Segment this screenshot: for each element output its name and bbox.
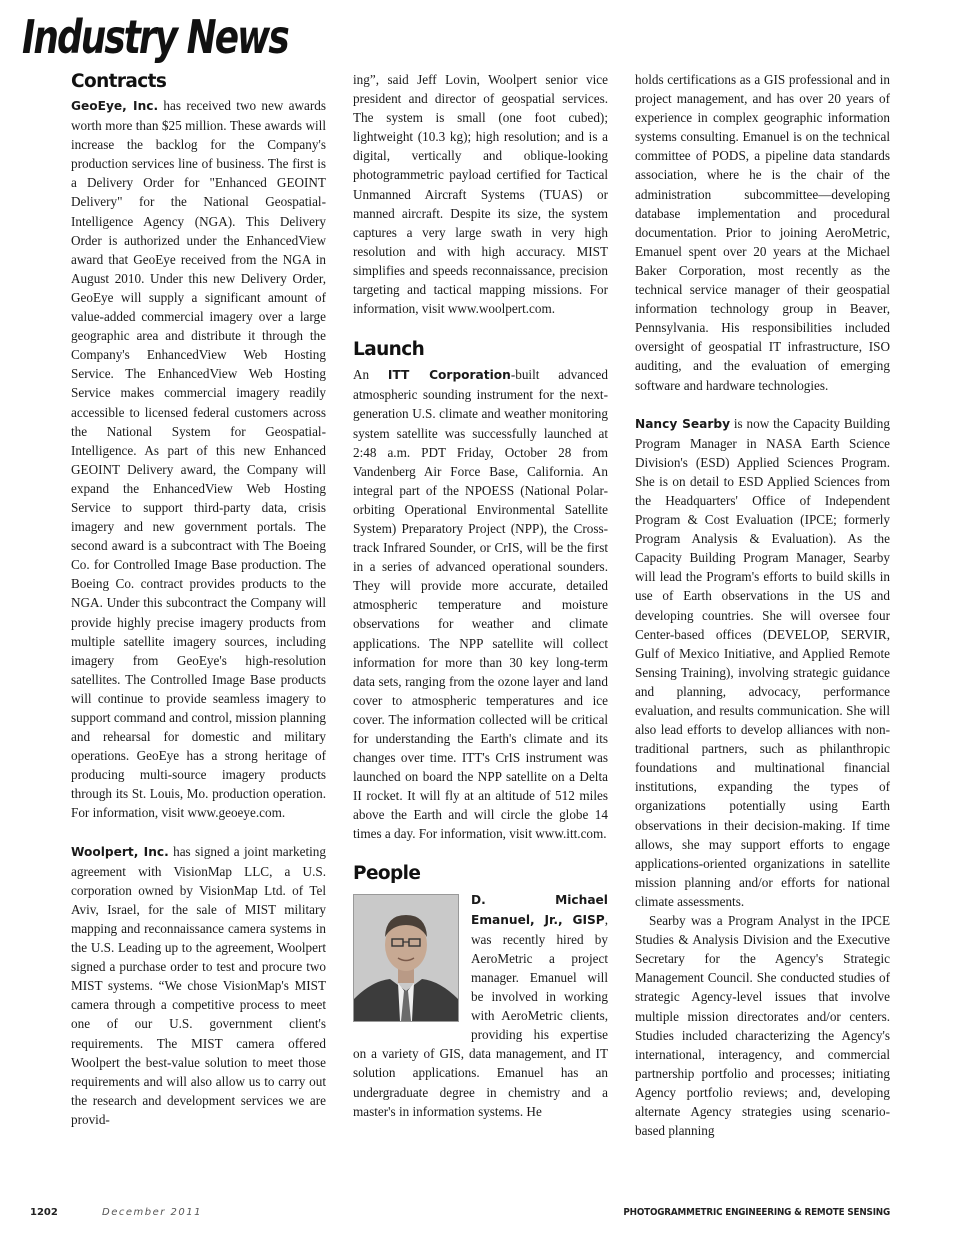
woolpert-paragraph: [71, 842, 326, 1129]
itt-intro: An: [353, 367, 388, 383]
paragraph-gap: [71, 823, 326, 842]
geoeye-paragraph: [71, 96, 326, 823]
itt-text: -built advanced atmospheric sounding instrument for the next-generation U.S. climate and weather monitoring system satellite was successfully launched at 2:48 a.m. PDT Friday, October 28 from Vandenberg Air Force Base, California. An integral part of the NPOESS (National Polar-orbiting Operational Environmental Satellite System) Preparatory Project (NPP), the Cross-track Infrared Sounder, or CrIS, will be the first in a series of advanced operational sounders. They will provide more accurate, detailed atmospheric temperature and moisture observations for weather and climate applications. The NPP satellite will collect information for more than 30 key long-term data sets, ranging from the ozone layer and land cover to atmospheric temperatures and ice cover. The information collected will be critical for understanding the Earth's climate and its changes over time. ITT's CrIS instrument was launched on board the NPP satellite on a Delta II rocket. It will fly at an altitude of 512 miles above the Earth and will circle the globe 14 times a day. For information, visit www.itt.com.: [353, 367, 608, 842]
emanuel-name: D. Michael Emanuel, Jr., GISP: [471, 892, 608, 927]
woolpert-paragraph-continued: ing”, said Jeff Lovin, Woolpert senior vice president and director of geospatial services. The system is small (one foot cubed); lightweight (10.3 kg); high resolution; and is a digital, vertically and oblique-looking photogrammetric payload certified for Tactical Unmanned Aircraft Systems (TUAS) or manned aircraft. Despite its size, the system captures a very large swath in very high resolution and with high accuracy. MIST simplifies and speeds reconnaissance, precision targeting and tactical mapping missions. For information, visit www.woolpert.com.: [353, 72, 608, 317]
geoeye-company-name: GeoEye, Inc.: [71, 99, 159, 113]
column-2: [353, 70, 608, 1121]
page-number: 1202: [30, 1207, 58, 1218]
people-heading: People: [353, 862, 421, 884]
contracts-heading: Contracts: [71, 71, 167, 92]
itt-paragraph: [353, 365, 608, 843]
emanuel-portrait-photo: [353, 894, 459, 1022]
journal-name: PHOTOGRAMMETRIC ENGINEERING & REMOTE SENSING: [623, 1207, 890, 1218]
emanuel-paragraph-continued: holds certifications as a GIS professional and in project management, and has over 20 years of experience in complex geographic information systems consulting. Emanuel is on the technical committee of PODS, a pipeline data standards association, where he is the chair of the administration subcommittee—developing database implementation and procedural documentation. Prior to joining AeroMetric, Emanuel spent over 20 years at the Michael Baker Corporation, most recently as the technical service manager of their geospatial information technology group in Beaver, Pennsylvania. His responsibilities included oversight of geospatial IT infrastructure, ISO auditing, and the evaluation of emerging software and hardware technologies.: [635, 72, 890, 393]
column-1: [71, 70, 326, 1129]
issue-date: December 2011: [102, 1207, 202, 1218]
searby-paragraph-2: Searby was a Program Analyst in the IPCE Studies & Analysis Division and the Executive Secretary for the Agency's Strategic Management Council. She conducted studies of strategic Agency-level issues that involve multiple mission directorates and/or centers. Studies included characterizing the Agency's international, interagency, and commercial partnership portfolio and processes; initiating Agency portfolio reviews; and, developing alternate Agency strategies using scenario-based planning: [635, 913, 890, 1139]
woolpert-text: has signed a joint marketing agreement with VisionMap LLC, a U.S. corporation owned by VisionMap Ltd. of Tel Aviv, Israel, for the sale of MIST military mapping and reconnaissance camera systems in the U.S. Leading up to the agreement, Woolpert signed a purchase order to test and procure two MIST systems. “We chose VisionMap's MIST camera through a competitive process to meet one of our U.S. government client's requirements. The MIST camera offered Woolpert the best-value solution to meet those requirements and will also allow us to carry out the research and development services we are provid-: [71, 843, 326, 1127]
portrait-image: [354, 895, 458, 1021]
paragraph-gap: [635, 395, 890, 414]
geoeye-text: has received two new awards worth more than $25 million. These awards will increase the backlog for the Company's production services line of business. The first is a Delivery Order for "Enhanced GEOINT Delivery" for the National Geospatial-Intelligence Agency (NGA). This Delivery Order is authorized under the EnhancedView award that GeoEye received from the NGA in August 2010. Under this new Delivery Order, GeoEye will supply a significant amount of value-added commercial imagery over a large geographic area and distribute it through the Company's EnhancedView Web Hosting Service. The EnhancedView Web Hosting Service makes commercial imagery readily accessible to licensed federal customers across the National System for Geospatial-Intelligence. As part of this new Enhanced GEOINT Delivery award, the Company will expand the EnhancedView Web Hosting Service to support third-party data, crisis imagery and new government portals. The second award is a subcontract with The Boeing Co. for Controlled Image Base production. The Boeing Co. contract provides products to the NGA. Under this subcontract the Company will provide highly precise imagery products from multiple satellite imagery sources, including imagery from GeoEye's high-resolution satellites. The Controlled Image Base products will continue to provide seamless imagery to support command and control, mission planning and rehearsal for domestic and military operations. GeoEye has a strong heritage of producing multi-source imagery products through its St. Louis, Mo. production operation. For information, visit www.geoeye.com.: [71, 98, 326, 821]
section-title: Industry News: [22, 10, 288, 64]
emanuel-paragraph: [353, 890, 608, 1121]
searby-paragraph: [635, 414, 890, 911]
woolpert-company-name: Woolpert, Inc.: [71, 844, 169, 859]
itt-company-name: ITT Corporation: [387, 368, 511, 383]
searby-text: is now the Capacity Building Program Manager in NASA Earth Science Division's (ESD) Applied Sciences Program. She is on detail to ESD Applied Sciences from the Headquarters' Office of Independent Program & Cost Evaluation (IPCE; formerly Program Analysis & Evaluation). As the Capacity Building Program Manager, Searby will lead the Program's efforts to build skills in use of Earth observations in the US and developing countries. She will oversee four Center-based offices (DEVELOP, SERVIR, Gulf of Mexico Initiative, and Applied Remote Sensing Training), involving strategic guidance and planning, advocacy, performance evaluation, and results communication. She will also lead efforts to develop alliances with non-traditional partners, such as philanthropic foundations and multinational financial institutions, expanding the types of organizations potentially using Earth observations in their decision-making. If time allows, she may support efforts to engage applications-oriented organizations in satellite mission planning and/or efforts for national climate assessments.: [635, 415, 890, 909]
searby-name: Nancy Searby: [635, 416, 731, 431]
emanuel-text: , was recently hired by AeroMetric a project manager. Emanuel will be involved in working with AeroMetric clients, providing his expertise on a variety of GIS, data management, and IT solution applications. Emanuel has an undergraduate degree in chemistry and a master's in information systems. He: [353, 911, 608, 1119]
launch-heading: Launch: [353, 339, 425, 361]
column-3: [635, 70, 890, 1140]
